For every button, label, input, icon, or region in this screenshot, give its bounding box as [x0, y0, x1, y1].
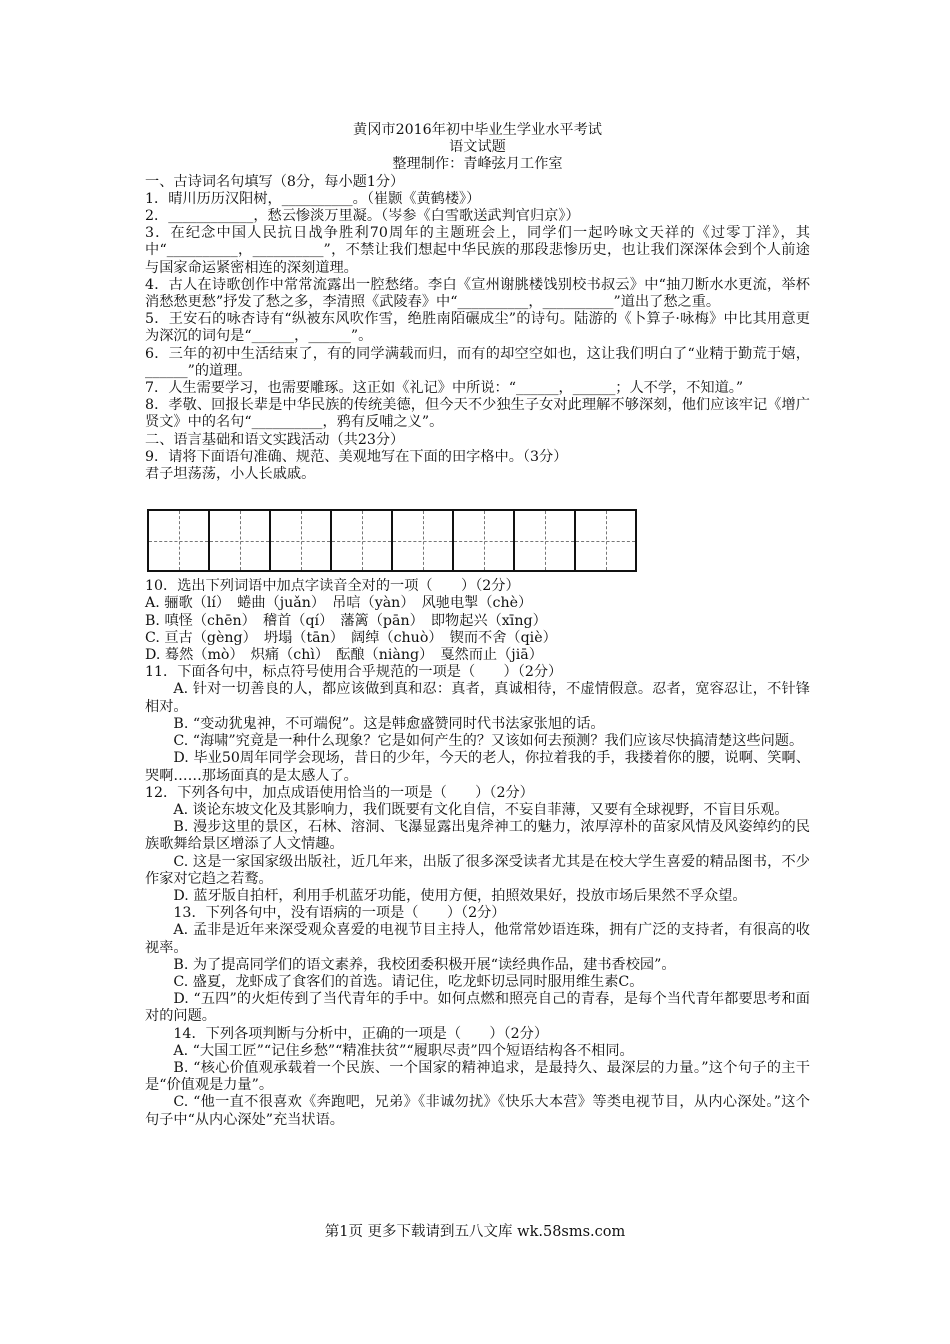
q12-option-b: B. 漫步这里的景区，石林、溶洞、飞瀑显露出鬼斧神工的魅力，浓厚淳朴的苗家风情及风姿绰约的民族歌舞给景区增添了人文情趣。: [145, 819, 810, 853]
grid-cell[interactable]: [452, 509, 515, 572]
section-2-heading: 二、语言基础和语文实践活动（共23分）: [145, 431, 405, 448]
question-13: 13．下列各句中，没有语病的一项是（ ）（2分）: [173, 905, 506, 922]
section-1-heading: 一、古诗词名句填写（8分，每小题1分）: [145, 173, 405, 190]
q12-option-d: D. 蓝牙版自拍杆，利用手机蓝牙功能，使用方便，拍照效果好，投放市场后果然不孚众望。: [173, 887, 747, 904]
q13-option-a: A. 孟非是近年来深受观众喜爱的电视节目主持人，他常常妙语连珠，拥有广泛的支持者，有很高的收视率。: [145, 922, 810, 956]
maker-credit: 整理制作：青峰弦月工作室: [392, 156, 563, 173]
q11-option-d: D. 毕业50周年同学会现场，昔日的少年，今天的老人，你拉着我的手，我搂着你的腰，说啊、笑啊、哭啊……那场面真的是太感人了。: [145, 750, 810, 784]
q11-option-c: C. “海啸”究竟是一种什么现象？它是如何产生的？又该如何去预测？我们应该尽快搞清楚这些问题。: [173, 733, 804, 750]
question-2: 2．____________，愁云惨淡万里凝。（岑参《白雪歌送武判官归京》）: [145, 208, 580, 225]
question-1: 1．晴川历历汉阳树，__________。（崔颢《黄鹤楼》）: [145, 190, 481, 207]
page-footer: 第1页 更多下载请到五八文库 wk.58sms.com: [324, 1224, 626, 1240]
tianzige-grid[interactable]: [147, 509, 810, 572]
question-10: 10．选出下列词语中加点字读音全对的一项（ ）（2分）: [145, 578, 520, 595]
q13-option-c: C. 盛夏，龙虾成了食客们的首选。请记住，吃龙虾切忌同时服用维生素C。: [173, 973, 644, 990]
q10-option-d: D. 蓦然（mò） 炽痛（chì） 酝酿（niàng） 戛然而止（jiā）: [145, 647, 543, 664]
question-11: 11．下面各句中，标点符号使用合乎规范的一项是（ ）（2分）: [145, 664, 563, 681]
grid-cell[interactable]: [574, 509, 637, 572]
q11-option-b: B. “变动犹鬼神，不可端倪”。这是韩愈盛赞同时代书法家张旭的话。: [173, 715, 605, 732]
question-3: 3．在纪念中国人民抗日战争胜利70周年的主题班会上，同学们一起吟咏文天祥的《过零丁洋》，其中“__________，__________”，不禁让我们想起中华民族的那段悲惨历史，也让我们深深体会到个人前途与国家命运紧密相连的深刻道理。: [145, 225, 810, 276]
question-14: 14．下列各项判断与分析中，正确的一项是（ ）（2分）: [173, 1025, 549, 1042]
q12-option-a: A. 谈论东坡文化及其影响力，我们既要有文化自信，不妄自菲薄，又要有全球视野，不盲目乐观。: [173, 801, 789, 818]
q14-option-b: B. “核心价值观承载着一个民族、一个国家的精神追求，是最持久、最深层的力量。”这个句子的主干是“价值观是力量”。: [145, 1059, 810, 1094]
q10-option-b: B. 嗔怪（chēn） 稽首（qí） 藩篱（pān） 即物起兴（xīng）: [145, 612, 547, 629]
question-9: 9．请将下面语句准确、规范、美观地写在下面的田字格中。（3分）: [145, 448, 568, 465]
exam-title: 黄冈市2016年初中毕业生学业水平考试: [353, 122, 602, 138]
exam-page: [145, 122, 810, 1129]
question-6: 6．三年的初中生活结束了，有的同学满载而归，而有的却空空如也，这让我们明白了“业精于勤荒于嬉，______”的道理。: [145, 345, 810, 379]
grid-cell[interactable]: [269, 509, 332, 572]
grid-cell[interactable]: [208, 509, 271, 572]
q10-option-a: A. 骊歌（lí） 蜷曲（juǎn） 吊唁（yàn） 风驰电掣（chè）: [145, 595, 533, 612]
grid-cell[interactable]: [513, 509, 576, 572]
question-5: 5．王安石的咏杏诗有“纵被东风吹作雪，绝胜南陌碾成尘”的诗句。陆游的《卜算子·咏梅》中比其用意更为深沉的词句是“______，______”。: [145, 311, 810, 345]
grid-cell[interactable]: [147, 509, 210, 572]
question-8: 8．孝敬、回报长辈是中华民族的传统美德，但今天不少独生子女对此理解不够深刻，他们应该牢记《增广贤文》中的名句“__________，鸦有反哺之义”。: [145, 397, 810, 431]
q13-option-b: B. 为了提高同学们的语文素养，我校团委积极开展“读经典作品，建书香校园”。: [173, 956, 676, 973]
q10-option-c: C. 亘古（gèng） 坍塌（tān） 阔绰（chuò） 锲而不舍（qiè）: [145, 629, 557, 646]
question-9-sentence: 君子坦荡荡，小人长戚戚。: [145, 466, 316, 483]
q14-option-a: A. “大国工匠”“记住乡愁”“精准扶贫”“履职尽责”四个短语结构各不相同。: [173, 1042, 634, 1059]
question-7: 7．人生需要学习，也需要雕琢。这正如《礼记》中所说：“______，______；人不学，不知道。”: [145, 380, 744, 397]
q13-option-d: D. “五四”的火炬传到了当代青年的手中。如何点燃和照亮自己的青春，是每个当代青年都要思考和面对的问题。: [145, 991, 810, 1025]
q12-option-c: C. 这是一家国家级出版社，近几年来，出版了很多深受读者尤其是在校大学生喜爱的精品图书，不少作家对它趋之若鹜。: [145, 853, 810, 887]
q11-option-a: A. 针对一切善良的人，都应该做到真和忍：真者，真诚相待，不虚情假意。忍者，宽容忍让，不针锋相对。: [145, 681, 810, 715]
grid-cell[interactable]: [391, 509, 454, 572]
q14-option-c: C. “他一直不很喜欢《奔跑吧，兄弟》《非诚勿扰》《快乐大本营》等类电视节目，从内心深处。”这个句子中“从内心深处”充当状语。: [145, 1094, 810, 1128]
exam-subtitle: 语文试题: [449, 139, 506, 156]
grid-cell[interactable]: [330, 509, 393, 572]
question-4: 4．古人在诗歌创作中常常流露出一腔愁绪。李白《宣州谢朓楼饯别校书叔云》中“抽刀断水水更流，举杯消愁愁更愁”抒发了愁之多，李清照《武陵春》中“__________，__________”道出了愁之重。: [145, 276, 810, 311]
question-12: 12．下列各句中，加点成语使用恰当的一项是（ ）（2分）: [145, 784, 534, 801]
